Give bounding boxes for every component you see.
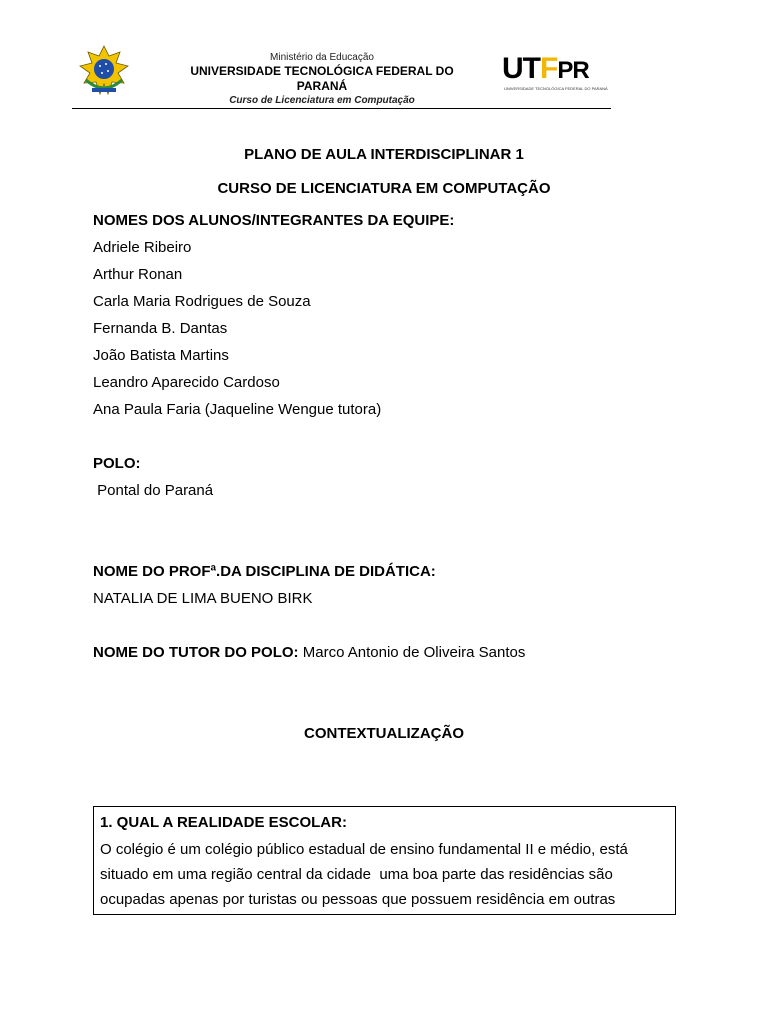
box-text-line: ocupadas apenas por turistas ou pessoas que possuem residência em outras	[100, 891, 616, 908]
student-name: Leandro Aparecido Cardoso	[93, 374, 280, 391]
letterhead	[72, 40, 612, 110]
school-reality-box	[93, 806, 676, 915]
document-subtitle: CURSO DE LICENCIATURA EM COMPUTAÇÃO	[217, 180, 551, 197]
professor-value: NATALIA DE LIMA BUENO BIRK	[93, 590, 313, 607]
student-name: Arthur Ronan	[93, 266, 183, 283]
course-line: Curso de Licenciatura em Computação	[229, 95, 415, 106]
students-label: NOMES DOS ALUNOS/INTEGRANTES DA EQUIPE:	[93, 212, 455, 229]
student-name: Adriele Ribeiro	[93, 239, 192, 256]
section-title: CONTEXTUALIZAÇÃO	[304, 725, 464, 742]
logo-tagline: UNIVERSIDADE TECNOLÓGICA FEDERAL DO PARANÁ	[504, 86, 608, 91]
student-name: Carla Maria Rodrigues de Souza	[93, 293, 311, 310]
student-name: João Batista Martins	[93, 347, 229, 364]
tutor-label: NOME DO TUTOR DO POLO:	[93, 644, 299, 661]
utfpr-logo-text	[502, 52, 589, 88]
student-name: Fernanda B. Dantas	[93, 320, 228, 337]
box-heading: 1. QUAL A REALIDADE ESCOLAR:	[100, 814, 347, 831]
polo-value: Pontal do Paraná	[93, 482, 214, 499]
utfpr-logo	[502, 52, 606, 92]
polo-label: POLO:	[93, 455, 141, 472]
box-text-line: situado em uma região central da cidade uma boa parte das residências são	[100, 866, 613, 883]
document-title: PLANO DE AULA INTERDISCIPLINAR 1	[244, 146, 524, 163]
tutor-line	[93, 644, 525, 662]
logo-f: F	[540, 52, 558, 85]
brazil-coat-of-arms-icon	[78, 44, 130, 98]
header-divider	[72, 108, 611, 109]
student-name: Ana Paula Faria (Jaqueline Wengue tutora)	[93, 401, 382, 418]
university-name: UNIVERSIDADE TECNOLÓGICA FEDERAL DO PARANÁ	[190, 64, 454, 93]
ministry-text: Ministério da Educação	[270, 52, 374, 63]
tutor-value: Marco Antonio de Oliveira Santos	[302, 644, 526, 661]
institution-block	[167, 52, 477, 108]
logo-ut: UT	[502, 52, 540, 85]
logo-pr: PR	[557, 57, 589, 84]
box-text-line: O colégio é um colégio público estadual de ensino fundamental II e médio, está	[100, 841, 628, 858]
professor-label: NOME DO PROFª.DA DISCIPLINA DE DIDÁTICA:	[93, 563, 436, 580]
